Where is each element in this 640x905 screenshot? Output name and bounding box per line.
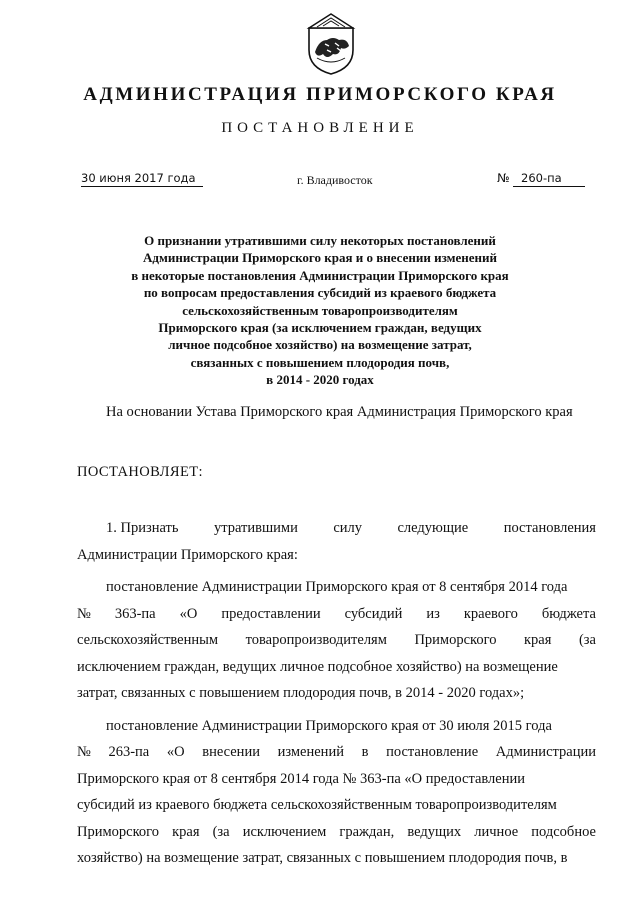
body-line: № 263-па «О внесении изменений в постановление Администрации bbox=[77, 744, 596, 760]
heading-line: сельскохозяйственным товаропроизводителям bbox=[182, 302, 458, 318]
body-line: Приморского края (за исключением граждан, ведущих личное подсобное bbox=[77, 823, 596, 840]
body-line: постановление Администрации Приморского края от 8 сентября 2014 года bbox=[106, 579, 568, 595]
organization-title: АДМИНИСТРАЦИЯ ПРИМОРСКОГО КРАЯ bbox=[83, 84, 557, 105]
body-line: постановление Администрации Приморского края от 30 июля 2015 года bbox=[106, 717, 552, 734]
body-line: 1. Признать утратившими силу следующие постановления bbox=[106, 520, 596, 536]
body-line: Приморского края от 8 сентября 2014 года № 363-па «О предоставлении bbox=[77, 770, 525, 787]
body-line: субсидий из краевого бюджета сельскохозяйственным товаропроизводителям bbox=[77, 797, 557, 813]
legal-basis: На основании Устава Приморского края Администрация Приморского края bbox=[106, 404, 573, 420]
body-line: затрат, связанных с повышением плодородия почв, в 2014 - 2020 годах»; bbox=[77, 685, 525, 701]
heading-line: личное подсобное хозяйство) на возмещение затрат, bbox=[168, 337, 472, 353]
coat-of-arms-icon bbox=[303, 10, 359, 76]
decree-word: ПОСТАНОВЛЯЕТ: bbox=[77, 464, 203, 480]
body-line: исключением граждан, ведущих личное подсобное хозяйство) на возмещение bbox=[77, 658, 558, 675]
heading-line: связанных с повышением плодородия почв, bbox=[190, 354, 450, 370]
document-date: 30 июня 2017 года bbox=[81, 171, 203, 187]
heading-line: в некоторые постановления Администрации Приморского края bbox=[131, 267, 509, 283]
document-number: 260-па bbox=[513, 171, 585, 187]
heading-line: по вопросам предоставления субсидий из краевого бюджета bbox=[143, 285, 497, 301]
document-city: г. Владивосток bbox=[297, 173, 373, 187]
heading-line: Приморского края (за исключением граждан, ведущих bbox=[158, 320, 482, 336]
body-line: Администрации Приморского края: bbox=[77, 546, 298, 563]
document-type: ПОСТАНОВЛЕНИЕ bbox=[221, 120, 419, 136]
body-line: хозяйство) на возмещение затрат, связанных с повышением плодородия почв, в bbox=[77, 850, 568, 866]
document-body bbox=[77, 515, 596, 872]
document-number-label: № bbox=[497, 171, 510, 185]
heading-line: О признании утратившими силу некоторых постановлений bbox=[144, 233, 496, 248]
body-line: сельскохозяйственным товаропроизводителям Приморского края (за bbox=[77, 632, 596, 648]
heading-line: Администрации Приморского края и о внесении изменений bbox=[143, 250, 497, 266]
document-heading bbox=[60, 232, 580, 389]
body-line: № 363-па «О предоставлении субсидий из краевого бюджета bbox=[77, 605, 596, 622]
heading-line: в 2014 - 2020 годах bbox=[266, 372, 374, 388]
